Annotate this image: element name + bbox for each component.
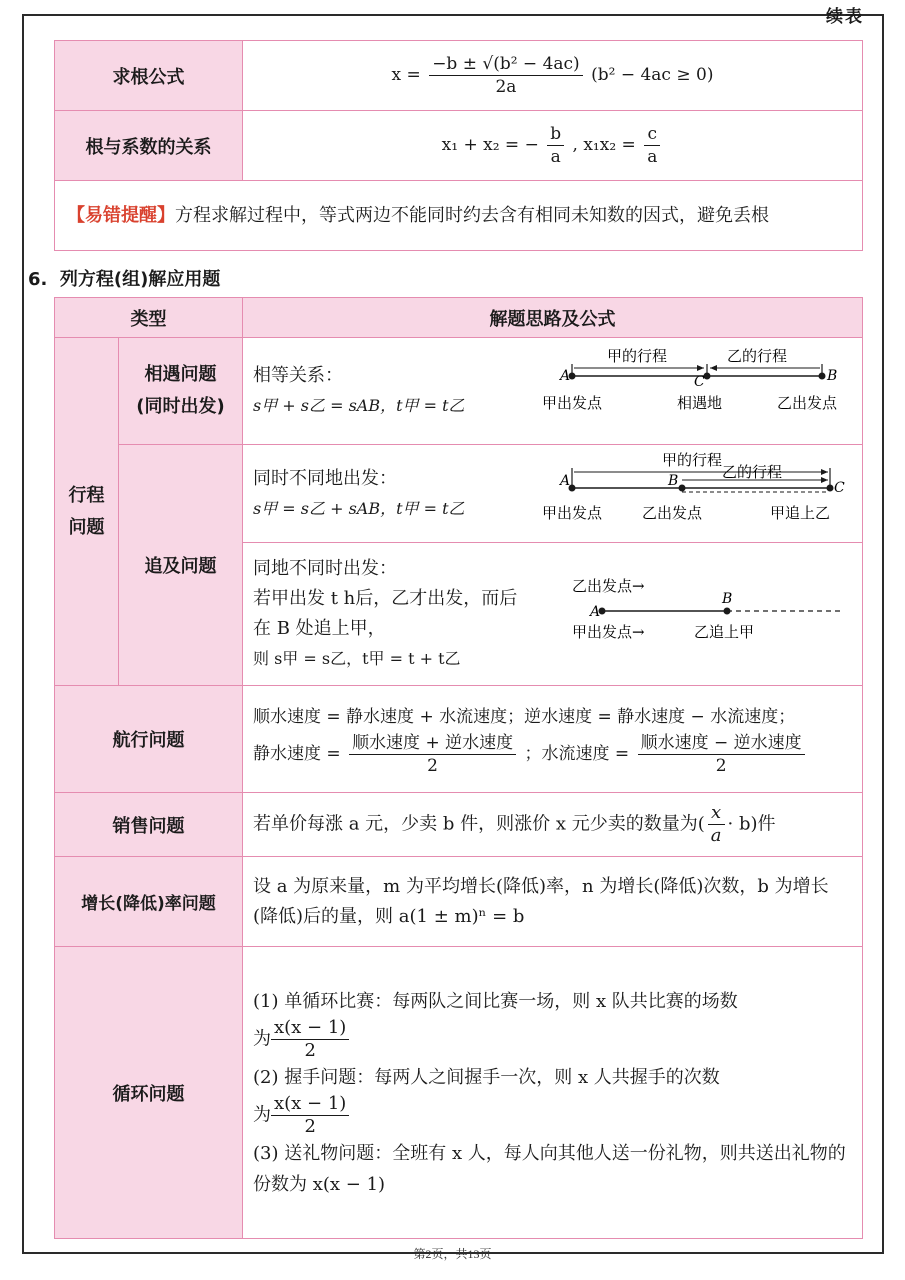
cycle-item1: (1) 单循环比赛：每两队之间比赛一场，则 x 队共比赛的场数 — [253, 990, 738, 1012]
current-fraction — [638, 732, 805, 777]
point-b: B — [827, 368, 838, 384]
reminder-label: 【易错提醒】 — [67, 204, 175, 226]
point-b: B — [722, 591, 733, 607]
header-method: 解题思路及公式 — [243, 298, 863, 338]
formula-condition: (b² − 4ac ≥ 0) — [591, 65, 714, 85]
fraction-denominator: a — [647, 147, 658, 167]
growth-content: 设 a 为原来量，m 为平均增长(降低)率，n 为增长(降低)次数，b 为增长(降低)后的量，则 a(1 ± m)ⁿ = b — [243, 857, 863, 947]
formula-table — [54, 40, 863, 251]
cycle-prefix: 为 — [253, 1104, 271, 1125]
sailing-line2 — [253, 732, 852, 777]
chase2-content — [243, 543, 863, 686]
formula-fraction — [429, 53, 583, 98]
chase2-top-label: 乙出发点→ — [572, 577, 645, 595]
cycle-fraction — [271, 1017, 349, 1062]
point-c: C — [694, 374, 705, 390]
meet-text: 相等关系： — [253, 365, 343, 386]
continued-label: 续表 — [826, 7, 864, 27]
travel-label: 行程问题 — [55, 338, 119, 686]
fraction-b-over-a — [547, 123, 564, 168]
point-a: A — [560, 472, 571, 489]
chase1-inner-label: 乙的行程 — [722, 462, 783, 481]
chase2-bottom-label: 甲出发点→ — [572, 623, 645, 641]
cycle-item1-formula — [253, 1017, 852, 1062]
quadratic-formula — [243, 41, 863, 111]
cycle-content — [243, 947, 863, 1239]
section-title: 列方程(组)解应用题 — [59, 269, 221, 290]
sailing-content — [243, 686, 863, 793]
sales-label: 销售问题 — [55, 793, 243, 857]
current-prefix: ；水流速度 = — [524, 743, 630, 764]
header-row — [55, 298, 863, 338]
fraction-denominator: 2 — [304, 1039, 316, 1061]
sailing-line1: 顺水速度 = 静水速度 + 水流速度；逆水速度 = 静水速度 − 水流速度； — [253, 706, 796, 727]
cycle-item2-formula — [253, 1093, 852, 1138]
formula-lhs: x = — [391, 65, 421, 85]
chase1-bottom-left: 甲出发点 — [542, 503, 603, 522]
chase2-line: 若甲出发 t h后，乙才出发，而后 — [253, 588, 518, 609]
row-label: 求根公式 — [55, 41, 243, 111]
page-footer: 第2页，共13页 — [413, 1247, 492, 1261]
cycle-row — [55, 947, 863, 1239]
fraction-numerator: −b ± √(b² − 4ac) — [429, 53, 583, 76]
meet-diagram — [532, 346, 852, 436]
fraction-numerator: x(x − 1) — [271, 1017, 349, 1040]
fraction-denominator: 2 — [715, 755, 727, 776]
cycle-item2: (2) 握手问题：每两人之间握手一次，则 x 人共握手的次数 — [253, 1066, 720, 1088]
meet-label: 相遇问题 (同时出发) — [119, 338, 243, 445]
growth-row — [55, 857, 863, 947]
quadratic-formula-row — [55, 41, 863, 111]
fraction-numerator: x — [708, 802, 725, 825]
chase1-row — [55, 445, 863, 543]
section-heading — [28, 265, 220, 291]
fraction-denominator: a — [550, 147, 561, 167]
meet-bottom-mid: 相遇地 — [677, 394, 723, 412]
fraction-numerator: 顺水速度 − 逆水速度 — [638, 732, 805, 755]
fraction-denominator: a — [710, 825, 722, 846]
point-a: A — [590, 604, 601, 620]
fraction-numerator: x(x − 1) — [271, 1093, 349, 1116]
chase1-diagram — [532, 452, 852, 536]
point-a: A — [560, 368, 571, 384]
sales-text-a: 若单价每涨 a 元，少卖 b 件，则涨价 x 元少卖的数量为( — [253, 813, 705, 835]
meet-right-label: 乙的行程 — [727, 347, 788, 365]
fraction-denominator: 2 — [427, 755, 438, 776]
fraction-denominator: 2 — [304, 1115, 316, 1137]
meet-row — [55, 338, 863, 445]
chase1-bottom-right: 甲追上乙 — [770, 503, 831, 522]
still-fraction — [349, 732, 516, 777]
application-table — [54, 297, 863, 1239]
section-number: 6. — [28, 269, 48, 290]
cycle-prefix: 为 — [253, 1028, 271, 1049]
chase1-content — [243, 445, 863, 543]
sailing-label: 航行问题 — [55, 686, 243, 793]
vieta-row — [55, 111, 863, 181]
meet-bottom-right: 乙出发点 — [777, 394, 838, 412]
vieta-part1: x₁ + x₂ = − — [441, 135, 539, 155]
chase1-top-label: 甲的行程 — [662, 451, 723, 469]
header-type: 类型 — [55, 298, 243, 338]
fraction-c-over-a — [644, 123, 660, 168]
chase2-catch-label: 乙追上甲 — [694, 623, 755, 641]
cycle-fraction — [271, 1093, 349, 1138]
chase2-line: 在 B 处追上甲， — [253, 618, 386, 639]
chase1-formula: s甲 = s乙 + sAB，t甲 = t乙 — [253, 498, 465, 518]
chase2-diagram — [562, 569, 852, 659]
note-row — [55, 181, 863, 251]
meet-formula: s甲 + s乙 = sAB，t甲 = t乙 — [253, 396, 465, 415]
fraction-numerator: 顺水速度 + 逆水速度 — [349, 732, 516, 755]
point-c: C — [834, 479, 845, 496]
error-reminder — [55, 181, 863, 251]
still-prefix: 静水速度 = — [253, 743, 341, 764]
chase1-bottom-mid: 乙出发点 — [642, 503, 703, 522]
growth-label: 增长(降低)率问题 — [55, 857, 243, 947]
vieta-formula — [243, 111, 863, 181]
sales-content — [243, 793, 863, 857]
meet-bottom-left: 甲出发点 — [542, 394, 603, 412]
fraction-denominator: 2a — [495, 77, 517, 97]
cycle-item3: (3) 送礼物问题：全班有 x 人，每人向其他人送一份礼物，则共送出礼物的份数为 x(x − 1) — [253, 1142, 846, 1195]
row-label: 根与系数的关系 — [55, 111, 243, 181]
chase1-text: 同时不同地出发： — [253, 467, 397, 489]
fraction-numerator: c — [644, 123, 660, 146]
sales-row — [55, 793, 863, 857]
chase-label: 追及问题 — [119, 445, 243, 686]
sailing-row — [55, 686, 863, 793]
sales-fraction — [708, 802, 725, 847]
sales-text-b: · b)件 — [727, 813, 776, 835]
chase2-line: 同地不同时出发： — [253, 558, 397, 579]
cycle-label: 循环问题 — [55, 947, 243, 1239]
chase2-line: 则 s甲 = s乙，t甲 = t + t乙 — [253, 649, 461, 668]
fraction-numerator: b — [547, 123, 564, 146]
reminder-text: 方程求解过程中，等式两边不能同时约去含有相同未知数的因式，避免丢根 — [175, 204, 769, 226]
vieta-part2: , x₁x₂ = — [572, 135, 636, 155]
meet-left-label: 甲的行程 — [607, 347, 668, 365]
point-b: B — [668, 472, 679, 489]
meet-content — [243, 338, 863, 445]
